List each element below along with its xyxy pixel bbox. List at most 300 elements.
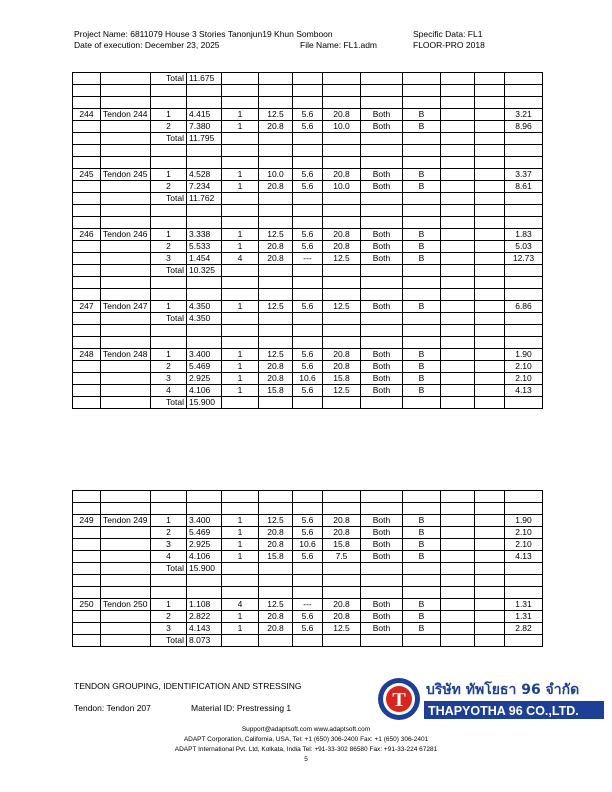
- table-cell: [475, 121, 505, 133]
- table-cell: 2.10: [505, 373, 543, 385]
- table-cell: 10.6: [293, 539, 323, 551]
- table-cell: [361, 491, 403, 503]
- table-cell: [73, 265, 101, 277]
- table-cell: [475, 301, 505, 313]
- table-cell: 20.8: [259, 361, 293, 373]
- table-cell: 250: [73, 599, 101, 611]
- table-cell: [73, 527, 101, 539]
- table-cell: 20.8: [259, 539, 293, 551]
- table-cell: [259, 133, 293, 145]
- table-cell: 247: [73, 301, 101, 313]
- table-row: [73, 611, 543, 623]
- contact-india: ADAPT International Pvt. Ltd, Kolkata, India Tel: +91-33-302 86580 Fax: +91-33-224 67281: [174, 746, 438, 753]
- table-cell: 20.8: [323, 109, 361, 121]
- table-row: [73, 373, 543, 385]
- table-cell: [323, 587, 361, 599]
- table-row: [73, 181, 543, 193]
- table-cell: [441, 229, 475, 241]
- table-cell: [441, 133, 475, 145]
- table-cell: 20.8: [259, 253, 293, 265]
- table-cell: Both: [361, 515, 403, 527]
- table-cell: [187, 337, 222, 349]
- table-cell: [475, 361, 505, 373]
- table-cell: [101, 503, 151, 515]
- table-cell: B: [403, 623, 441, 635]
- table-cell: [505, 325, 543, 337]
- table-cell: [505, 289, 543, 301]
- table-cell: [475, 491, 505, 503]
- table-cell: [403, 503, 441, 515]
- table-cell: [222, 397, 259, 409]
- table-cell: [293, 277, 323, 289]
- table-cell: [101, 145, 151, 157]
- table-cell: 2: [151, 121, 187, 133]
- table-cell: [293, 217, 323, 229]
- table-cell: 2.10: [505, 527, 543, 539]
- table-cell: 20.8: [323, 169, 361, 181]
- table-cell: [151, 157, 187, 169]
- table-row: [73, 313, 543, 325]
- table-cell: [73, 181, 101, 193]
- table-cell: [101, 133, 151, 145]
- table-cell: 11.795: [187, 133, 222, 145]
- table-cell: [441, 361, 475, 373]
- table-cell: 4.528: [187, 169, 222, 181]
- table-cell: [101, 563, 151, 575]
- table-cell: [101, 289, 151, 301]
- table-cell: [505, 217, 543, 229]
- table-cell: Total: [151, 73, 187, 85]
- table-cell: [73, 193, 101, 205]
- table-cell: 1: [151, 515, 187, 527]
- table-cell: [475, 563, 505, 575]
- table-cell: [73, 97, 101, 109]
- table-cell: 10.0: [323, 121, 361, 133]
- table-cell: [222, 277, 259, 289]
- table-row: [73, 169, 543, 181]
- table-cell: [403, 157, 441, 169]
- table-cell: [403, 193, 441, 205]
- table-cell: [441, 277, 475, 289]
- table-cell: [101, 313, 151, 325]
- table-cell: Both: [361, 611, 403, 623]
- table-cell: 1: [151, 109, 187, 121]
- table-cell: 1: [222, 121, 259, 133]
- table-cell: [475, 145, 505, 157]
- table-cell: [505, 635, 543, 647]
- table-cell: 20.8: [259, 623, 293, 635]
- table-cell: [293, 337, 323, 349]
- table-cell: [73, 205, 101, 217]
- table-cell: 5.6: [293, 515, 323, 527]
- table-cell: [73, 385, 101, 397]
- table-cell: 5.469: [187, 527, 222, 539]
- table-cell: [101, 385, 151, 397]
- table-cell: [361, 325, 403, 337]
- table-cell: 10.6: [293, 373, 323, 385]
- table-cell: [323, 337, 361, 349]
- table-cell: 246: [73, 229, 101, 241]
- table-cell: 3.338: [187, 229, 222, 241]
- table-row: [73, 97, 543, 109]
- table-cell: B: [403, 301, 441, 313]
- logo-thai-name: บริษัท ทัพโยธา 96 จำกัด: [426, 682, 580, 698]
- table-cell: [101, 193, 151, 205]
- table-cell: [187, 289, 222, 301]
- table-cell: [187, 277, 222, 289]
- table-cell: [361, 277, 403, 289]
- table-cell: [441, 503, 475, 515]
- table-cell: 3.400: [187, 515, 222, 527]
- table-row: [73, 205, 543, 217]
- table-cell: [222, 133, 259, 145]
- table-cell: [441, 253, 475, 265]
- table-cell: 12.5: [259, 301, 293, 313]
- table-cell: [73, 397, 101, 409]
- table-cell: [505, 397, 543, 409]
- table-cell: [222, 265, 259, 277]
- table-row: [73, 503, 543, 515]
- table-cell: [187, 157, 222, 169]
- table-cell: B: [403, 373, 441, 385]
- table-cell: [293, 563, 323, 575]
- table-cell: 2.10: [505, 361, 543, 373]
- table-cell: B: [403, 385, 441, 397]
- project-name: Project Name: 6811079 House 3 Stories Tanonjun19 Khun Somboon: [74, 29, 333, 39]
- table-cell: [441, 241, 475, 253]
- table-cell: 5.6: [293, 109, 323, 121]
- table-cell: [475, 265, 505, 277]
- table-cell: [73, 313, 101, 325]
- table-cell: [293, 491, 323, 503]
- table-cell: [403, 587, 441, 599]
- table-cell: [101, 361, 151, 373]
- table-cell: [293, 265, 323, 277]
- table-cell: [361, 73, 403, 85]
- table-cell: [293, 73, 323, 85]
- table-cell: [259, 289, 293, 301]
- table-cell: [475, 385, 505, 397]
- table-cell: [101, 277, 151, 289]
- table-cell: [73, 277, 101, 289]
- table-cell: [475, 551, 505, 563]
- table-cell: [475, 635, 505, 647]
- table-cell: 12.5: [323, 385, 361, 397]
- table-cell: [361, 503, 403, 515]
- table-cell: [101, 325, 151, 337]
- table-cell: 20.8: [323, 611, 361, 623]
- table-cell: 5.6: [293, 229, 323, 241]
- table-cell: [475, 97, 505, 109]
- table-cell: 1: [222, 361, 259, 373]
- table-cell: [259, 337, 293, 349]
- table-cell: 2.925: [187, 539, 222, 551]
- table-cell: [73, 217, 101, 229]
- table-cell: 1: [151, 349, 187, 361]
- table-cell: 7.5: [323, 551, 361, 563]
- table-cell: 1: [222, 169, 259, 181]
- table-cell: 12.5: [259, 349, 293, 361]
- table-row: [73, 385, 543, 397]
- table-cell: B: [403, 539, 441, 551]
- table-cell: [259, 313, 293, 325]
- table-cell: [441, 337, 475, 349]
- table-cell: [293, 133, 323, 145]
- table-cell: [441, 109, 475, 121]
- table-cell: [361, 289, 403, 301]
- table-cell: Both: [361, 349, 403, 361]
- table-cell: [259, 193, 293, 205]
- table-cell: [73, 145, 101, 157]
- table-cell: [475, 349, 505, 361]
- table-cell: [101, 121, 151, 133]
- table-cell: [187, 587, 222, 599]
- table-cell: 4: [222, 599, 259, 611]
- table-cell: [222, 313, 259, 325]
- table-cell: Both: [361, 253, 403, 265]
- table-cell: 12.5: [323, 253, 361, 265]
- table-cell: [441, 97, 475, 109]
- table-cell: [323, 157, 361, 169]
- table-cell: Both: [361, 229, 403, 241]
- table-row: [73, 325, 543, 337]
- table-cell: 20.8: [323, 527, 361, 539]
- table-row: [73, 515, 543, 527]
- table-cell: [187, 205, 222, 217]
- table-row: [73, 265, 543, 277]
- table-cell: [151, 337, 187, 349]
- file-name: File Name: FL1.adm: [300, 40, 377, 50]
- table-cell: 20.8: [323, 349, 361, 361]
- table-cell: 20.8: [259, 373, 293, 385]
- table-cell: [475, 241, 505, 253]
- table-cell: [403, 313, 441, 325]
- table-cell: [101, 635, 151, 647]
- table-cell: [403, 265, 441, 277]
- table-cell: Both: [361, 121, 403, 133]
- table-cell: [101, 73, 151, 85]
- table-cell: [259, 145, 293, 157]
- table-cell: [441, 325, 475, 337]
- table-cell: [259, 563, 293, 575]
- table-row: [73, 133, 543, 145]
- table-cell: [441, 85, 475, 97]
- table-row: [73, 229, 543, 241]
- table-cell: [259, 491, 293, 503]
- table-cell: [361, 97, 403, 109]
- table-cell: 1: [222, 349, 259, 361]
- execution-date: Date of execution: December 23, 2025: [74, 40, 220, 50]
- table-cell: [403, 325, 441, 337]
- table-cell: 15.8: [323, 539, 361, 551]
- table-cell: [475, 133, 505, 145]
- table-cell: [73, 133, 101, 145]
- table-cell: [151, 97, 187, 109]
- table-cell: [403, 277, 441, 289]
- table-cell: 5.6: [293, 169, 323, 181]
- table-cell: [475, 337, 505, 349]
- table-cell: [73, 491, 101, 503]
- table-cell: [505, 277, 543, 289]
- table-row: [73, 241, 543, 253]
- table-cell: 1: [222, 539, 259, 551]
- table-cell: [259, 277, 293, 289]
- table-cell: 1: [222, 515, 259, 527]
- table-cell: [505, 491, 543, 503]
- table-cell: [475, 313, 505, 325]
- table-cell: Both: [361, 623, 403, 635]
- table-row: [73, 337, 543, 349]
- table-cell: [505, 337, 543, 349]
- table-cell: [475, 611, 505, 623]
- table-cell: [441, 527, 475, 539]
- table-cell: 8.61: [505, 181, 543, 193]
- table-cell: [361, 575, 403, 587]
- table-cell: [441, 599, 475, 611]
- section-title: TENDON GROUPING, IDENTIFICATION AND STRESSING: [74, 681, 302, 691]
- table-cell: [101, 253, 151, 265]
- table-cell: B: [403, 229, 441, 241]
- table-cell: [505, 73, 543, 85]
- table-cell: [403, 563, 441, 575]
- table-cell: [475, 623, 505, 635]
- table-cell: [151, 587, 187, 599]
- table-cell: [361, 85, 403, 97]
- table-cell: Both: [361, 551, 403, 563]
- table-cell: [441, 539, 475, 551]
- table-cell: Tendon 245: [101, 169, 151, 181]
- table-cell: [475, 599, 505, 611]
- table-cell: [222, 217, 259, 229]
- table-cell: [323, 313, 361, 325]
- tendon-label: Tendon: Tendon 207: [74, 703, 151, 713]
- table-cell: 10.0: [323, 181, 361, 193]
- table-cell: [361, 133, 403, 145]
- table-cell: 1: [222, 373, 259, 385]
- table-cell: 4.350: [187, 301, 222, 313]
- table-cell: [101, 157, 151, 169]
- table-cell: [101, 241, 151, 253]
- table-cell: 4: [151, 551, 187, 563]
- table-cell: [403, 397, 441, 409]
- table-cell: [441, 635, 475, 647]
- table-cell: Total: [151, 635, 187, 647]
- table-cell: [101, 611, 151, 623]
- table-cell: [151, 205, 187, 217]
- program-name: FLOOR-PRO 2018: [413, 40, 485, 50]
- table-cell: [323, 145, 361, 157]
- table-cell: [222, 325, 259, 337]
- table-cell: [403, 205, 441, 217]
- table-cell: [259, 503, 293, 515]
- table-cell: Tendon 244: [101, 109, 151, 121]
- table-row: [73, 551, 543, 563]
- table-cell: [323, 563, 361, 575]
- table-cell: [259, 157, 293, 169]
- table-cell: B: [403, 527, 441, 539]
- table-cell: [475, 503, 505, 515]
- table-cell: [475, 289, 505, 301]
- table-cell: ---: [293, 253, 323, 265]
- tendon-table-2: [72, 490, 543, 647]
- table-cell: [187, 575, 222, 587]
- table-cell: 4.106: [187, 551, 222, 563]
- table-cell: 1: [222, 385, 259, 397]
- table-cell: Tendon 248: [101, 349, 151, 361]
- table-cell: [475, 397, 505, 409]
- table-row: [73, 193, 543, 205]
- table-cell: 5.6: [293, 527, 323, 539]
- table-cell: [73, 575, 101, 587]
- table-cell: [441, 623, 475, 635]
- table-cell: 2: [151, 241, 187, 253]
- table-cell: 3: [151, 373, 187, 385]
- table-cell: [475, 169, 505, 181]
- table-cell: [361, 563, 403, 575]
- table-cell: [475, 325, 505, 337]
- table-cell: [475, 205, 505, 217]
- table-cell: [222, 635, 259, 647]
- table-cell: 5.6: [293, 301, 323, 313]
- table-cell: [259, 217, 293, 229]
- table-cell: [222, 575, 259, 587]
- table-cell: Tendon 246: [101, 229, 151, 241]
- table-cell: 1: [151, 599, 187, 611]
- table-cell: [259, 397, 293, 409]
- table-cell: [475, 373, 505, 385]
- table-cell: [151, 85, 187, 97]
- table-cell: [403, 337, 441, 349]
- table-cell: [187, 217, 222, 229]
- table-cell: [403, 635, 441, 647]
- table-cell: [222, 85, 259, 97]
- table-cell: 12.73: [505, 253, 543, 265]
- table-cell: 1: [222, 181, 259, 193]
- table-cell: [441, 551, 475, 563]
- table-cell: [101, 587, 151, 599]
- table-cell: [441, 205, 475, 217]
- table-cell: 5.6: [293, 385, 323, 397]
- table-cell: [187, 325, 222, 337]
- table-cell: Both: [361, 373, 403, 385]
- table-cell: [323, 97, 361, 109]
- table-cell: 5.6: [293, 241, 323, 253]
- table-cell: [441, 563, 475, 575]
- table-cell: [403, 145, 441, 157]
- logo-graphic: [376, 676, 604, 722]
- table-cell: Both: [361, 361, 403, 373]
- table-cell: 1: [151, 229, 187, 241]
- table-cell: 4: [222, 253, 259, 265]
- table-cell: [323, 503, 361, 515]
- tendon-table-1: [72, 72, 543, 409]
- table-cell: 5.469: [187, 361, 222, 373]
- table-cell: [323, 289, 361, 301]
- table-cell: [222, 337, 259, 349]
- table-cell: [361, 635, 403, 647]
- table-row: [73, 361, 543, 373]
- table-cell: 20.8: [259, 121, 293, 133]
- table-cell: [441, 587, 475, 599]
- table-cell: Total: [151, 313, 187, 325]
- table-cell: [323, 85, 361, 97]
- table-cell: 5.6: [293, 551, 323, 563]
- table-cell: B: [403, 349, 441, 361]
- logo-english-name: THAPYOTHA 96 CO.,LTD.: [428, 704, 579, 718]
- page-number: 5: [304, 756, 308, 763]
- table-cell: 1.90: [505, 515, 543, 527]
- table-cell: [151, 289, 187, 301]
